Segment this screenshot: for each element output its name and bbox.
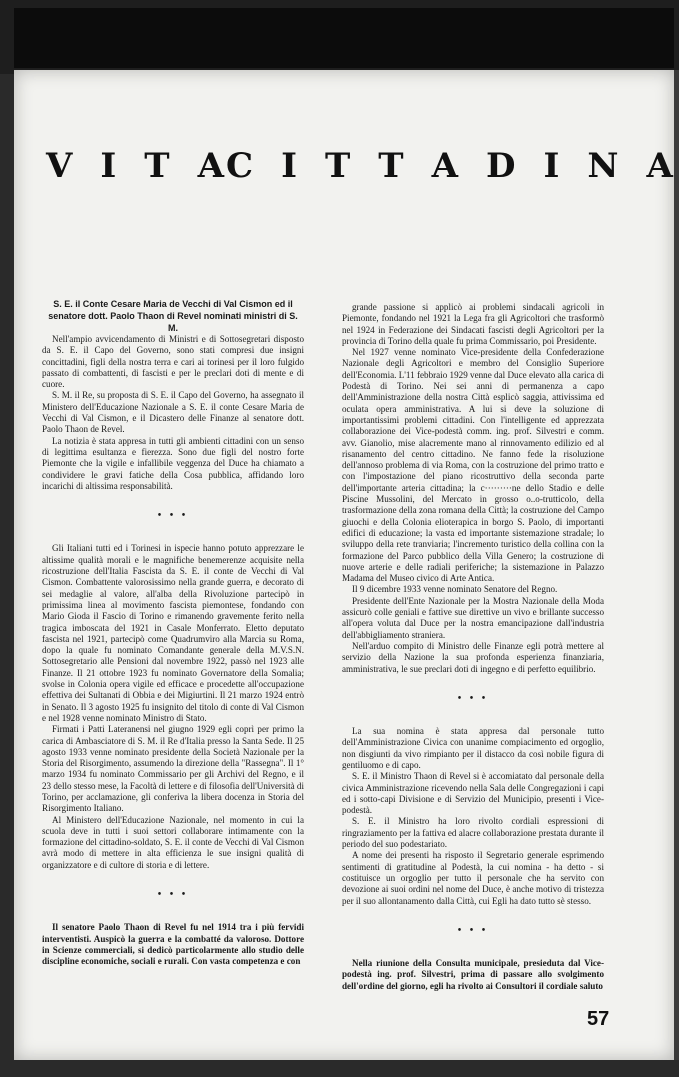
left-section-2 — [42, 543, 304, 871]
left-section-1 — [42, 334, 304, 492]
title-word-vita — [46, 146, 226, 186]
section-separator: • • • — [457, 692, 489, 704]
paragraph: Firmati i Patti Lateranensi nel giugno 1929 egli coprì per primo la carica di Ambasciatore di S. M. il Re d'Italia presso la Santa Sede. Il 25 agosto 1933 venne nominato presidente della Società Nazionale per la Storia del Risorgimento, assumendo la direzione della "Rassegna". Il 1° marzo 1934 fu nominato Commissario per gli Archivi del Regno, e il 23 dello stesso mese, la Facoltà di lettere e di filosofia dell'Università di Torino, per acclamazione, gli conferiva la libera docenza in Storia del Risorgimento Italiano. — [42, 724, 305, 814]
section-separator: • • • — [157, 510, 189, 522]
left-column — [42, 298, 304, 968]
paragraph: S. M. il Re, su proposta di S. E. il Capo del Governo, ha assegnato il Ministero dell'Educazione Nazionale a S. E. il conte Cesare Maria de Vecchi di Val Cismon, e il Dicastero delle Finanze al senatore dott. Paolo Thaon de Revel. — [42, 390, 304, 435]
paragraph: Il senatore Paolo Thaon di Revel fu nel 1914 tra i più fervidi interventisti. Auspicò la guerra e la combatté da valoroso. Dottore in Scienze commerciali, si dedicò particolarmente allo studio delle discipline economiche, sociali e rurali. Con vasta competenza e con — [42, 922, 304, 967]
top-scan-border-inner — [14, 8, 674, 68]
page-number: 57 — [587, 1008, 610, 1030]
paragraph: Presidente dell'Ente Nazionale per la Mostra Nazionale della Moda assicurò colle geniali e fattive sue direttive un vivo e brillante successo all'opera voluta dal Duce per la nostra emancipazione dall'industria dell'abbigliamento straniera. — [342, 595, 604, 640]
section-separator: • • • — [157, 889, 189, 901]
paragraph: Nella riunione della Consulta municipale, presieduta dal Vice-podestà ing. prof. Silvestri, prima di passare allo svolgimento dell'ordine del giorno, egli ha rivolto ai Consultori il cordiale saluto — [342, 958, 604, 991]
paragraph: grande passione si applicò ai problemi sindacali agricoli in Piemonte, fondando nel 1921 la Lega fra gli Agricoltori che trasformò nel 1924 in Federazione dei Sindacati fascisti degli Agricoltori per la provincia di Torino della quale fu prima Commissario, poi Presidente. — [342, 302, 604, 346]
paragraph: A nome dei presenti ha risposto il Segretario generale esprimendo sentimenti di gratitudine al Podestà, la cui nomina - ha detto - si costituisce un orgoglio per tutto il personale che ha servito con devozione ai suoi ordini nel nome del Duce, è anche motivo di tristezza per il suo allontanamento dalla Città, cui Egli ha dato tutto sè stesso. — [342, 850, 604, 906]
title-letter: T — [324, 146, 353, 186]
title-letter: T — [144, 146, 172, 186]
title-letter: D — [485, 146, 518, 186]
title-letter: N — [587, 146, 621, 186]
title-word-cittadina — [226, 146, 675, 186]
article-heading: S. E. il Conte Cesare Maria de Vecchi di Val Cismon ed il senatore dott. Paolo Thaon di Revel nominati ministri di S. M. — [48, 299, 298, 333]
title-letter: V — [46, 146, 75, 186]
page-title — [46, 146, 675, 186]
paragraph: La notizia è stata appresa in tutti gli ambienti cittadini con un senso di legittima esultanza e fierezza. Sono due figli del nostro forte Piemonte che la vigile e infallibile veggenza del Duce ha chiamato a condividere le gravi fatiche della Cosa pubblica, affidando loro incarichi di altissima responsabilità. — [42, 435, 304, 491]
paragraph: La sua nomina è stata appresa dal personale tutto dell'Amministrazione Civica con unanime compiacimento ed orgoglio, non disgiunti da vivo rimpianto per il distacco da così nobile figura di gentiluomo e di capo. — [342, 726, 604, 770]
paragraph: Gli Italiani tutti ed i Torinesi in ispecie hanno potuto apprezzare le altissime qualità morali e le magnifiche benemerenze acquisite nella ricostruzione dell'Italia Fascista da S. E. il conte de Vecchi di Val Cismon. Combattente valorosissimo nella grande guerra, e decorato di sei medaglie al valore, all'alba della Rivoluzione partecipò in primissima linea al movimento fascista piemontese, fondando con Mario Gioda il Fascio di Torino e rimanendo gravemente ferito nella tragica imboscata del 1921 in Casale Monferrato. Eletto deputato fascista nel 1921, partecipò come Quadrumviro alla Marcia su Roma, dopo la quale fu nominato Comandante generale della M.V.S.N. Sottosegretario alle Pensioni dal novembre 1922, passò nel 1923 alle Finanze. Il 21 ottobre 1923 fu nominato Governatore della Somalia; svolse in Colonia opera vigile ed efficace e procedette all'occupazione effettiva dei Sultanati di Obbia e dei Migiurtini. Il 21 marzo 1924 entrò in Senato. Il 3 agosto 1925 fu insignito del titolo di conte di Val Cismon e nel 1928 venne nominato Ministro di Stato. — [42, 543, 304, 723]
paragraph: S. E. il Ministro Thaon di Revel si è accomiatato dal personale della civica Amministrazione ricevendo nella Sala delle Congregazioni i capi ed i sotto-capi Divisione e di Servizio del Municipio, presenti i Vice-podestà. — [342, 771, 604, 816]
paragraph: Nel 1927 venne nominato Vice-presidente della Confederazione Nazionale degli Agricoltori e membro del Consiglio Superiore dell'Economia. L'11 febbraio 1929 venne dal Duce elevato alla carica di Podestà di Torino. Nei sei anni di permanenza a capo dell'Amministrazione della nostra Città esplicò saggia, attivissima ed oculata opera amministrativa. A lui si deve la soluzione di importantissimi problemi cittadini. Con l'intelligente ed apprezzata collaborazione dei Vice-podestà comm. ing. prof. Silvestri e comm. avv. Gianolio, mise alacremente mano al rinnovamento edilizio ed al risanamento del centro cittadino. Ne fanno fede la risoluzione dell'annoso problema di via Roma, con la costruzione del primo tratto e con l'impostazione del piano ricostruttivo della seconda parte dell'importante arteria cittadina; la c·········ne dello Stadio e delle Piscine Mussolini, del Mercato in grosso o..o-trutticolo, della trasformazione della zona romana della Città; la costruzione del Campo giuochi e della Colonia elioterapica in borgo S. Paolo, di importanti edifici di educazione; la vasta ed importante sistemazione stradale; lo sviluppo della rete tranviaria; l'incremento turistico della collina con la formazione del Parco pubblico della Villa Genero; la costruzione di nuove arterie e delle radiali periferiche; la sistemazione in Palazzo Madama del Museo civico di Arte Antica. — [342, 347, 604, 584]
right-section-3 — [342, 958, 604, 992]
title-letter: T — [378, 146, 406, 186]
section-separator: • • • — [457, 924, 489, 936]
title-letter: I — [543, 146, 562, 186]
left-section-3 — [42, 922, 304, 967]
paragraph: Nell'ampio avvicendamento di Ministri e di Sottosegretari disposto da S. E. il Capo del Governo, sono stati compresi due insigni concittadini, figli della nostra terra e cari ai torinesi per il loro fulgido passato di combattenti, di fascisti e per le preclari doti di mente e di cuore. — [42, 334, 304, 390]
paragraph: Nell'arduo compito di Ministro delle Finanze egli potrà mettere al servizio della Nazione la sua profonda esperienza finanziaria, amministrativa, le sue preclari doti di ingegno e di perfetto equilibrio. — [342, 640, 604, 674]
right-section-2 — [342, 726, 604, 907]
title-letter: I — [100, 146, 119, 186]
top-scan-border — [0, 0, 679, 74]
title-letter: A — [646, 146, 675, 186]
title-letter: C — [226, 146, 256, 186]
paragraph: Al Ministero dell'Educazione Nazionale, nel momento in cui la scuola deve in tutti i suoi settori collaborare intimamente con la formazione del cittadino-soldato, S. E. il conte de Vecchi di Val Cismon avrà modo di mettere in alta efficienza le sue insigni qualità di organizzatore e di cultore di storia e di lettere. — [42, 814, 304, 870]
right-section-1 — [342, 302, 604, 675]
title-letter: I — [281, 146, 299, 186]
paragraph: S. E. il Ministro ha loro rivolto cordiali espressioni di ringraziamento per la fattiva ed alacre collaborazione prestata durante il periodo del suo podestariato. — [342, 816, 604, 850]
paragraph: Il 9 dicembre 1933 venne nominato Senatore del Regno. — [352, 584, 558, 595]
title-letter: A — [431, 146, 460, 186]
right-column — [342, 302, 604, 992]
title-letter: A — [197, 146, 226, 186]
